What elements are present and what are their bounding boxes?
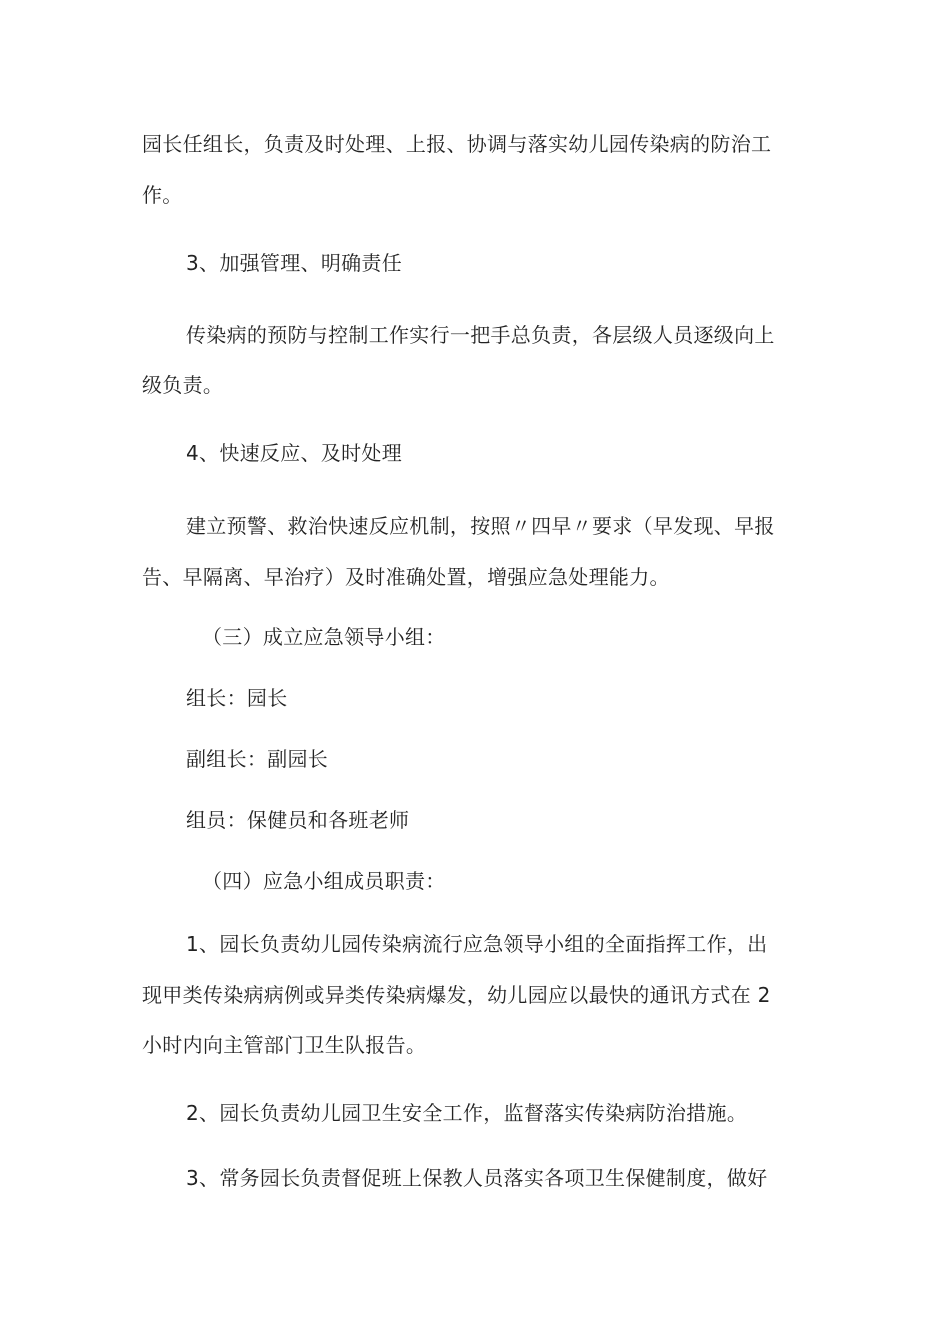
paragraph-line: 级负责。 xyxy=(142,373,224,397)
paragraph-line: 园长任组长，负责及时处理、上报、协调与落实幼儿园传染病的防治工 xyxy=(142,132,772,156)
paragraph-line: 作。 xyxy=(142,183,183,207)
section-heading: 4、快速反应、及时处理 xyxy=(186,441,403,465)
section-heading: （三）成立应急领导小组： xyxy=(202,625,446,649)
section-heading: 3、加强管理、明确责任 xyxy=(186,251,403,275)
paragraph-line: 告、早隔离、早治疗）及时准确处置，增强应急处理能力。 xyxy=(142,565,670,589)
paragraph-line: 小时内向主管部门卫生队报告。 xyxy=(142,1033,427,1057)
paragraph-line: 组员：保健员和各班老师 xyxy=(186,808,410,832)
section-heading: （四）应急小组成员职责： xyxy=(202,869,446,893)
paragraph-line: 3、常务园长负责督促班上保教人员落实各项卫生保健制度，做好 xyxy=(186,1166,768,1190)
paragraph-line: 2、园长负责幼儿园卫生安全工作，监督落实传染病防治措施。 xyxy=(186,1101,748,1125)
paragraph-line: 1、园长负责幼儿园传染病流行应急领导小组的全面指挥工作，出 xyxy=(186,932,768,956)
paragraph-line: 建立预警、救治快速反应机制，按照〃四早〃要求（早发现、早报 xyxy=(186,514,775,538)
paragraph-line: 现甲类传染病病例或异类传染病爆发，幼儿园应以最快的通讯方式在 2 xyxy=(142,983,771,1007)
paragraph-line: 传染病的预防与控制工作实行一把手总负责，各层级人员逐级向上 xyxy=(186,323,775,347)
paragraph-line: 组长：园长 xyxy=(186,686,288,710)
paragraph-line: 副组长：副园长 xyxy=(186,747,329,771)
